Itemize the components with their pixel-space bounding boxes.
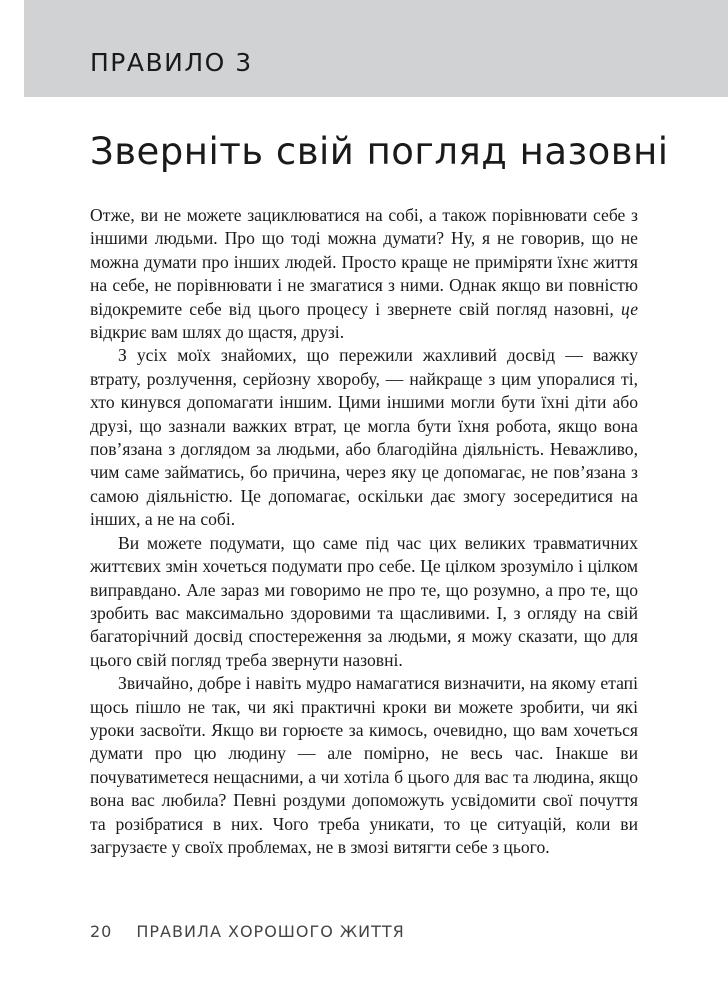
paragraph-2: З усіх моїх знайомих, що пережили жахливий досвід — важку втрату, розлучення, серйозну хворобу, — найкраще з цим упоралися ті, хто кинувся допомагати іншим. Цими іншими могли бути їхні діти або друзі, що зазнали важких втрат, це могла бути їхня робота, якщо вона пов’язана з доглядом за людьми, або благодійна діяльність. Неважливо, чим саме займатись, бо причина, через яку це допомагає, не пов’язана з самою діяльністю. Це допомагає, оскільки дає змогу зосередитися на інших, а не на собі. bbox=[90, 345, 638, 530]
emphasized-word: це bbox=[620, 298, 638, 319]
page-number: 20 bbox=[90, 922, 113, 941]
paragraph-1-text-end: відкриє вам шлях до щастя, друзі. bbox=[90, 322, 345, 343]
body-text bbox=[90, 204, 638, 859]
paragraph-1 bbox=[90, 204, 638, 344]
rule-label: ПРАВИЛО 3 bbox=[90, 48, 253, 77]
paragraph-1-text-start: Отже, ви не можете зациклюватися на собі, а також порівнювати себе з іншими людьми. Про що тоді можна думати? Ну, я не говорив, що не можна думати про інших людей. Просто краще не приміряти їхнє життя на себе, не порівнювати і не змагатися з ними. Однак якщо ви повністю відокремите себе від цього процесу і звернете свій погляд назовні, bbox=[90, 205, 638, 319]
chapter-title: Зверніть свій погляд назовні bbox=[90, 130, 669, 173]
paragraph-3: Ви можете подумати, що саме під час цих великих травматичних життєвих змін хочеться подумати про себе. Це цілком зрозуміло і цілком виправдано. Але зараз ми говоримо не про те, що розумно, а про те, що зробить вас максимально здоровими та щасливими. І, з огляду на свій багаторічний досвід спостереження за людьми, я можу сказати, що для цього свій погляд треба звернути назовні. bbox=[90, 532, 638, 670]
page-footer bbox=[90, 922, 405, 941]
running-book-title: ПРАВИЛА ХОРОШОГО ЖИТТЯ bbox=[136, 922, 405, 941]
paragraph-4: Звичайно, добре і навіть мудро намагатися визначити, на якому етапі щось пішло не так, чи які практичні кроки ви можете зробити, чи які уроки засвоїти. Якщо ви горюєте за кимось, очевидно, що вам хочеться думати про цю людину — але помірно, не весь час. Інакше ви почуватиметеся нещасними, а чи хотіла б цього для вас та людина, якщо вона вас любила? Певні роздуми допоможуть усвідомити свої почуття та розібратися в них. Чого треба уникати, то це ситуацій, коли ви загрузаєте у своїх проблемах, не в змозі витягти себе з цього. bbox=[90, 673, 638, 857]
